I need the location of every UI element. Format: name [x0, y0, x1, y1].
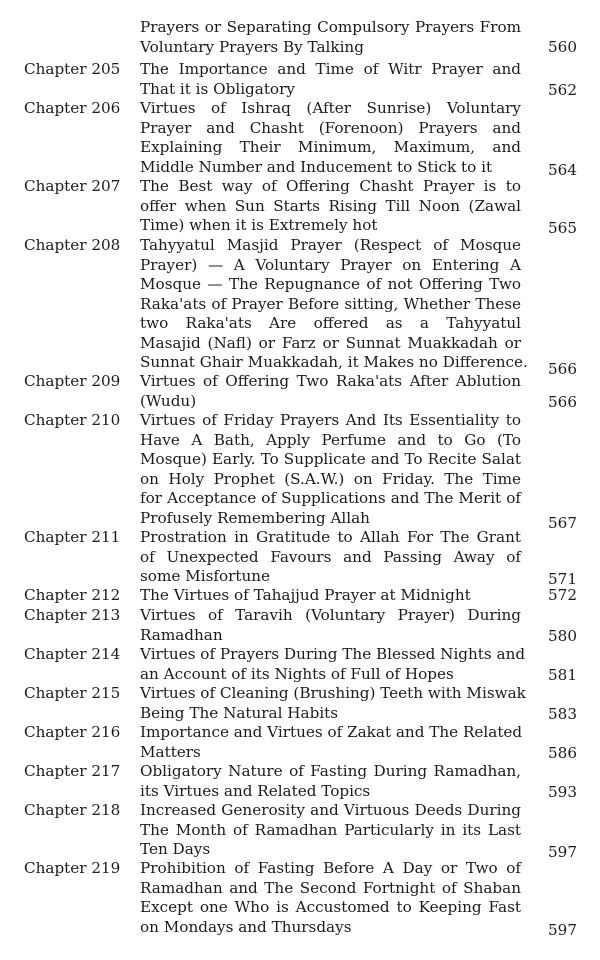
chapter-title-line: on Mondays and Thursdays	[140, 917, 352, 936]
chapter-title-line: Prohibition of Fasting Before A Day or Two of	[140, 859, 521, 877]
page-number: 580	[548, 627, 577, 645]
chapter-title	[140, 372, 521, 411]
chapter-label: Chapter 215	[24, 684, 121, 702]
chapter-title-line: Virtues of Offering Two Raka'ats After Ablution	[140, 372, 521, 390]
chapter-title-line: Prayers or Separating Compulsory Prayers From	[140, 18, 521, 36]
chapter-title-line: its Virtues and Related Topics	[140, 781, 371, 800]
chapter-title	[140, 723, 521, 762]
chapter-label: Chapter 205	[24, 60, 121, 78]
chapter-title-line: offer when Sun Starts Rising Till Noon (Zawal	[140, 196, 521, 215]
chapter-title	[140, 60, 521, 99]
chapter-title-line: Raka'ats of Prayer Before sitting, Whether These	[140, 294, 521, 313]
chapter-title-line: Importance and Virtues of Zakat and The Related	[140, 723, 523, 741]
chapter-title-line: Except one Who is Accustomed to Keeping Fast	[140, 898, 521, 916]
chapter-title	[140, 586, 521, 606]
chapter-label: Chapter 206	[24, 99, 121, 117]
chapter-title-line: Explaining Their Minimum, Maximum, and	[140, 138, 521, 156]
chapter-title-line: Middle Number and Inducement to Stick to it	[140, 157, 493, 176]
chapter-title	[140, 801, 521, 860]
chapter-label: Chapter 217	[24, 762, 121, 780]
chapter-title-line: Ramadhan and The Second Fortnight of Shaban	[140, 878, 521, 897]
chapter-title-line: Masajid (Nafl) or Farz or Sunnat Muakkadah or	[140, 333, 521, 352]
chapter-title-line: Have A Bath, Apply Perfume and to Go (To	[140, 430, 521, 449]
page-number: 572	[548, 586, 577, 604]
page-number: 562	[548, 81, 577, 99]
chapter-title-line: an Account of its Nights of Full of Hopes	[140, 664, 454, 683]
page-number: 581	[548, 666, 577, 684]
chapter-title-line: The Importance and Time of Witr Prayer and	[140, 60, 521, 78]
chapter-title-line: The Best way of Offering Chasht Prayer is to	[140, 177, 521, 195]
page-number: 571	[548, 569, 577, 588]
page-number: 597	[548, 921, 577, 939]
page-number: 564	[548, 161, 577, 179]
chapter-title-line: Ten Days	[140, 840, 211, 858]
chapter-label: Chapter 210	[24, 411, 121, 429]
chapter-title-line: Ramadhan	[140, 625, 223, 644]
chapter-label: Chapter 214	[24, 645, 121, 663]
chapter-title-line: Sunnat Ghair Muakkadah, it Makes no Difference.	[140, 353, 528, 371]
chapter-title-line: some Misfortune	[140, 567, 271, 585]
chapter-title-line: Mosque) Early. To Supplicate and To Recite Salat	[140, 450, 521, 468]
chapter-title-line: Virtues of Prayers During The Blessed Nights and	[140, 645, 526, 663]
chapter-title-line: Matters	[140, 742, 201, 761]
chapter-title-line: Virtues of Ishraq (After Sunrise) Voluntary	[140, 99, 521, 117]
chapter-title-line: That it is Obligatory	[140, 79, 295, 98]
chapter-label: Chapter 209	[24, 372, 121, 390]
page-number: 560	[548, 38, 577, 56]
chapter-title-line: Obligatory Nature of Fasting During Ramadhan,	[140, 762, 521, 780]
chapter-label: Chapter 211	[24, 528, 121, 546]
chapter-title-line: two Raka'ats Are offered as a Tahyyatul	[140, 314, 521, 332]
chapter-label: Chapter 216	[24, 723, 121, 741]
chapter-title-line: Virtues of Cleaning (Brushing) Teeth with Miswak	[140, 684, 526, 702]
chapter-title-line: Prostration in Gratitude to Allah For The Grant	[140, 528, 521, 546]
chapter-label: Chapter 219	[24, 859, 121, 877]
page-number: 566	[548, 393, 577, 411]
chapter-title-line: Increased Generosity and Virtuous Deeds During	[140, 801, 521, 819]
chapter-title-line: Being The Natural Habits	[140, 703, 339, 722]
chapter-title	[140, 859, 521, 937]
chapter-title-line: for Acceptance of Supplications and The Merit of	[140, 489, 521, 507]
chapter-title-line: Time) when it is Extremely hot	[140, 216, 378, 234]
chapter-title	[140, 177, 521, 236]
chapter-title-line: Voluntary Prayers By Talking	[140, 37, 364, 56]
chapter-title	[140, 236, 528, 373]
page-number: 593	[548, 783, 577, 801]
chapter-title	[140, 99, 521, 177]
chapter-title	[140, 411, 521, 528]
chapter-title-line: The Month of Ramadhan Particularly in its Last	[140, 820, 521, 839]
chapter-title-line: The Virtues of Tahajjud Prayer at Midnight	[140, 586, 471, 604]
chapter-title	[140, 645, 526, 684]
chapter-title	[140, 18, 521, 57]
chapter-title	[140, 762, 521, 801]
chapter-title-line: Virtues of Friday Prayers And Its Essentiality to	[140, 411, 521, 429]
chapter-title-line: on Holy Prophet (S.A.W.) on Friday. The Time	[140, 469, 521, 488]
page-number: 583	[548, 705, 577, 723]
chapter-title-line: Tahyyatul Masjid Prayer (Respect of Mosque	[140, 236, 521, 254]
chapter-title	[140, 684, 526, 723]
chapter-label: Chapter 218	[24, 801, 121, 819]
chapter-label: Chapter 212	[24, 586, 121, 604]
chapter-title	[140, 528, 521, 587]
chapter-title-line: Prayer and Chasht (Forenoon) Prayers and	[140, 118, 521, 137]
chapter-title-line: Mosque — The Repugnance of not Offering Two	[140, 275, 521, 293]
chapter-title-line: Virtues of Taravih (Voluntary Prayer) During	[140, 606, 521, 624]
chapter-title-line: Profusely Remembering Allah	[140, 508, 370, 527]
page-number: 586	[548, 744, 577, 762]
chapter-title-line: of Unexpected Favours and Passing Away of	[140, 547, 521, 566]
chapter-title	[140, 606, 521, 645]
chapter-label: Chapter 208	[24, 236, 121, 254]
chapter-title-line: Prayer) — A Voluntary Prayer on Entering A	[140, 255, 521, 274]
chapter-title-line: (Wudu)	[140, 391, 197, 410]
page-number: 567	[548, 514, 577, 532]
page-number: 565	[548, 218, 577, 237]
page-number: 597	[548, 842, 577, 861]
page-number: 566	[548, 359, 577, 378]
chapter-label: Chapter 207	[24, 177, 121, 195]
chapter-label: Chapter 213	[24, 606, 121, 624]
